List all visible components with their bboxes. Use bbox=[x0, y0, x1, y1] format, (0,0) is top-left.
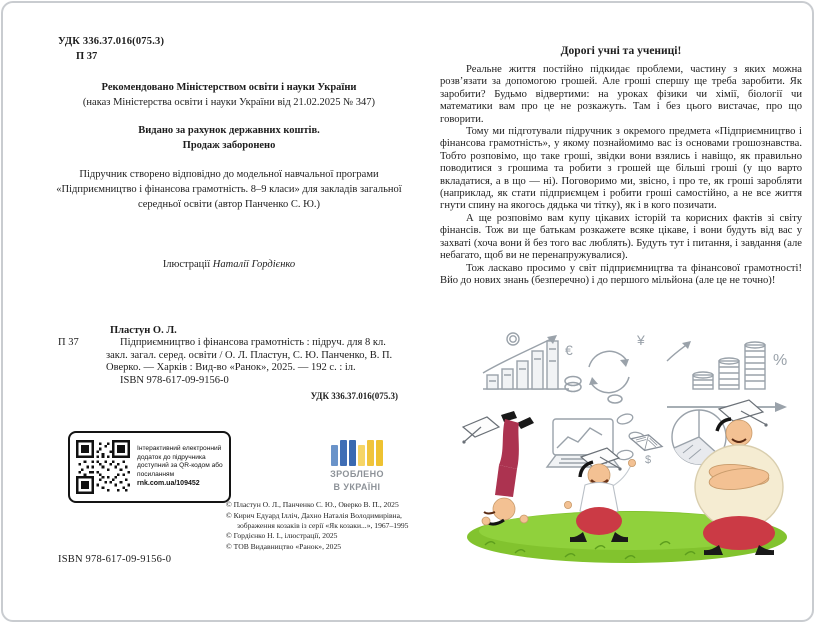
letter-heading: Дорогі учні та учениці! bbox=[560, 45, 682, 57]
qr-link: rnk.com.ua/109452 bbox=[137, 480, 200, 488]
bbk-author-mark: П 37 bbox=[76, 51, 98, 62]
recommendation-line: Рекомендовано Міністерством освіти і науки України bbox=[101, 82, 357, 93]
open-book-icon bbox=[629, 431, 664, 454]
biblio-udk: УДК 336.37.016(075.3) bbox=[310, 391, 398, 402]
qr-code-icon bbox=[76, 440, 130, 494]
illustrations-label: Ілюстрації bbox=[162, 259, 211, 270]
funding-line: Видано за рахунок державних коштів. bbox=[138, 125, 320, 136]
letter-body bbox=[440, 64, 802, 287]
qr-caption-text: Інтерактивний електронний додаток до підручника доступний за QR-кодом або посиланням bbox=[137, 445, 223, 478]
doodle-bar-chart bbox=[483, 333, 569, 389]
funding-block bbox=[48, 124, 410, 153]
yen-symbol: ¥ bbox=[637, 332, 645, 348]
copyright-entry: © Пластун О. Л., Панченко С. Ю., Оверко В. П., 2025 bbox=[226, 500, 399, 509]
percent-symbol: % bbox=[773, 352, 788, 369]
biblio-author: Пластун О. Л. bbox=[110, 325, 177, 336]
letter-paragraph: А ще розповімо вам купу цікавих історій та корисних фактів зі світу фінансів. Тож ви ще батькам розкажете всяке цікаве, і вони будуть від вас у захваті (хоча вони й без того вас люблять). Будуть тут і питання, і завдання (але небагато, щоб ви не перенапружувалися). bbox=[440, 212, 802, 262]
cossack-left bbox=[462, 411, 534, 525]
made-in-ukraine-line1: ЗРОБЛЕНО bbox=[330, 469, 384, 479]
illustrator-name: Наталії Гордієнко bbox=[212, 259, 296, 270]
doodle-currency-exchange bbox=[565, 332, 645, 403]
cossacks-finance-illustration bbox=[455, 325, 800, 570]
letter-paragraph: Тож ласкаво просимо у світ підприємництва та фінансової грамотності! Вйо до нових знань (безперечно) і до першого мільйона (але це не точно)! bbox=[440, 262, 802, 286]
made-in-ukraine-bars-icon bbox=[325, 439, 389, 466]
biblio-description: Підприємництво і фінансова грамотність : підруч. для 8 кл. закл. загал. серед. освіти / О. Л. Пластун, С. Ю. Панченко, В. П. Оверко. — Харків : Вид-во «Ранок», 2025. — 192 с. : іл. bbox=[106, 337, 393, 373]
book-spread bbox=[1, 1, 814, 622]
biblio-row bbox=[58, 337, 398, 374]
recommendation-order: (наказ Міністерства освіти і науки України від 21.02.2025 № 347) bbox=[82, 96, 376, 108]
made-in-ukraine-line2: В УКРАЇНІ bbox=[333, 482, 381, 492]
isbn-bottom: ISBN 978-617-09-9156-0 bbox=[58, 554, 172, 565]
bibliographic-record bbox=[58, 325, 398, 403]
biblio-isbn: ISBN 978-617-09-9156-0 bbox=[120, 375, 229, 387]
biblio-index: П 37 bbox=[58, 337, 79, 349]
illustrations-credit bbox=[48, 258, 410, 273]
recommendation-block bbox=[48, 81, 410, 110]
udk-number-top: УДК 336.37.016(075.3) bbox=[58, 36, 165, 47]
copyright-entry: © Гордієнко Н. І., ілюстрації, 2025 bbox=[226, 531, 338, 541]
copyright-list bbox=[226, 500, 410, 553]
dollar-symbol: $ bbox=[645, 454, 652, 466]
euro-symbol: € bbox=[565, 342, 573, 358]
doodle-coin-stacks bbox=[667, 341, 787, 412]
letter-paragraph: Реальне життя постійно підкидає проблеми, частину з яких можна розв’язати за допомогою грошей. Але гроші спершу ще треба заробити. Як заробити? Будьмо відвертими: на уроках фізики чи хімії, біології чи математики вам про це не розкажуть. Там і без цього вистачає, про що говорити. bbox=[440, 64, 802, 125]
program-note: Підручник створено відповідно до модельної навчальної програми «Підприємництво і фінансова грамотність. 8–9 класи» для закладів загальної середньої освіти (автор Панченко С. Ю.) bbox=[56, 169, 402, 210]
made-in-ukraine-logo bbox=[325, 439, 389, 492]
qr-caption bbox=[137, 445, 223, 488]
no-sale-line: Продаж заборонено bbox=[182, 139, 276, 151]
qr-code-box bbox=[68, 431, 231, 503]
letter-paragraph: Тому ми підготували підручник з окремого предмета «Підприємництво і фінансова грамотність», у якому познайомимо вас із основами грошознавства. Тобто розповімо, що таке гроші, звідки вони взялись і навіщо, як правильно поводитися з грошима та робити з грошей ще більші гроші (у що варто вкладатися, а в що — ні). Поговоримо ми, звісно, і про те, як гроші заробляти (наприклад, як стати підприємцем і робити гроші самостійно, а не все життя гнути спину на якогось дядька чи тітку), як і в кого позичати. bbox=[440, 126, 802, 212]
copyright-entry: © Кирич Едуард Ілліч, Дахно Наталія Володимирівна, зображення козаків із серії «Як козаки...», 1967–1995 bbox=[226, 510, 409, 530]
copyright-entry: © ТОВ Видавництво «Ранок», 2025 bbox=[226, 542, 342, 552]
